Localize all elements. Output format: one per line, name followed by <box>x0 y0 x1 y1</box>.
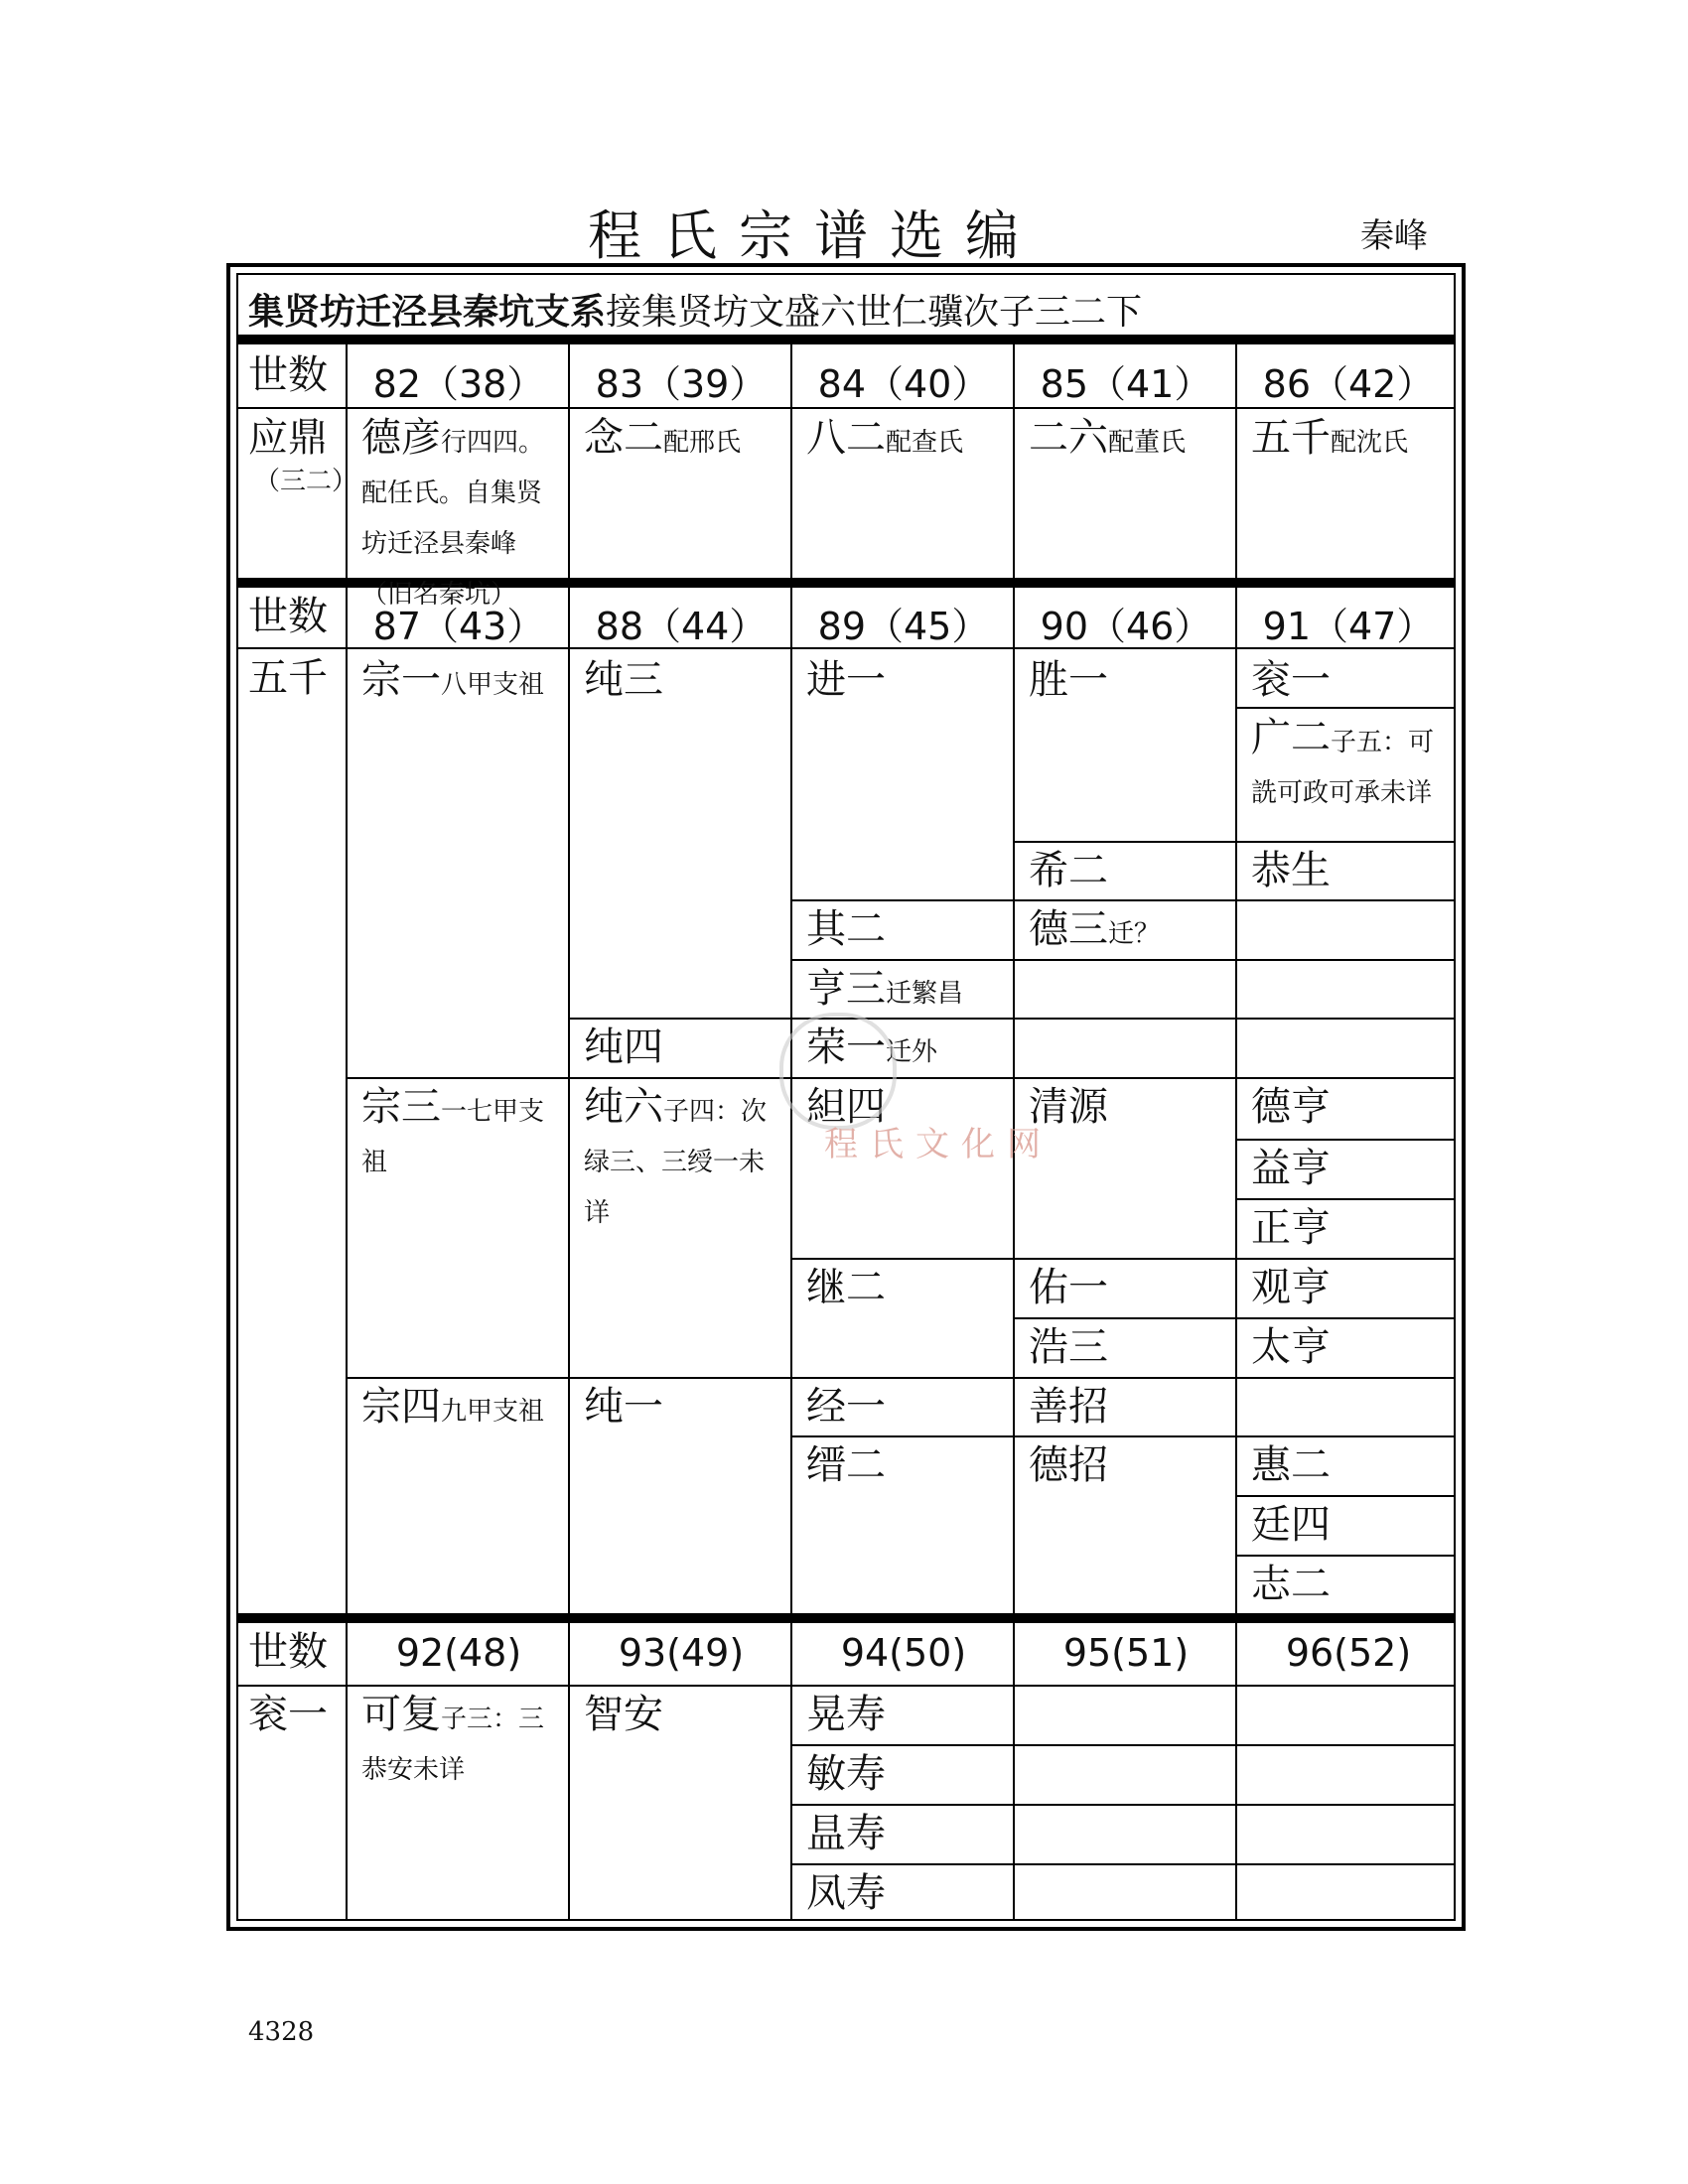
member-name: 䋎四 <box>806 1084 886 1130</box>
page-title: 程氏宗谱选编 <box>588 205 1041 267</box>
member-entry <box>1251 1502 1331 1548</box>
member-entry <box>1251 657 1331 703</box>
separator-band <box>238 1613 1454 1623</box>
gen-header: 96(52) <box>1285 1631 1412 1675</box>
member-entry <box>1029 1384 1108 1430</box>
ancestor-name: 衮一 <box>248 1692 328 1737</box>
member-entry <box>584 1084 782 1236</box>
ancestor-name: 五千 <box>248 655 328 701</box>
member-name: 继二 <box>806 1265 886 1310</box>
watermark-text: 程氏文化网 <box>824 1125 1053 1164</box>
gen-header: 89（45） <box>817 605 990 648</box>
gen-header: 88（44） <box>595 605 768 648</box>
member-entry <box>584 415 741 466</box>
member-note: 配查氏 <box>886 428 964 458</box>
member-name: 五千 <box>1251 415 1331 461</box>
member-name: 晃寿 <box>806 1692 886 1737</box>
member-entry <box>1029 1442 1108 1488</box>
member-name: 德三 <box>1029 906 1108 952</box>
member-name: 凤寿 <box>806 1870 886 1916</box>
member-name: 宗四 <box>361 1384 441 1430</box>
gen-header: 84（40） <box>817 362 990 406</box>
member-entry <box>806 966 963 1017</box>
generation-label: 世数 <box>248 1629 328 1675</box>
member-entry <box>1029 906 1160 957</box>
watermark-seal <box>779 1013 897 1130</box>
member-name: 八二 <box>806 415 886 461</box>
member-name: 德彦 <box>361 415 441 461</box>
gen-header: 94(50) <box>840 1631 967 1675</box>
member-entry <box>584 1024 663 1070</box>
member-entry <box>1029 1324 1108 1370</box>
member-entry <box>361 415 560 617</box>
member-entry <box>584 1384 663 1430</box>
member-entry <box>806 657 886 703</box>
member-entry <box>1251 715 1446 816</box>
generation-label: 世数 <box>248 594 328 639</box>
member-name: 纯四 <box>584 1024 663 1070</box>
gen-header: 83（39） <box>595 362 768 406</box>
page-number: 4328 <box>248 2017 315 2047</box>
member-name: 纯六 <box>584 1084 663 1130</box>
member-entry <box>584 657 663 703</box>
branch-title: 集贤坊迁泾县秦坑支系 <box>248 291 607 333</box>
member-name: 敏寿 <box>806 1751 886 1797</box>
member-name: 德招 <box>1029 1442 1108 1488</box>
member-name: 宗三 <box>361 1084 441 1130</box>
member-name: 善招 <box>1029 1384 1108 1430</box>
member-name: 浩三 <box>1029 1324 1108 1370</box>
member-entry <box>1251 1265 1331 1310</box>
member-name: 昷寿 <box>806 1811 886 1856</box>
gen-header: 92(48) <box>395 1631 522 1675</box>
member-entry <box>806 906 886 952</box>
member-note: 配邢氏 <box>663 428 742 458</box>
member-entry <box>1251 1324 1331 1370</box>
gen-header: 85（41） <box>1040 362 1212 406</box>
member-entry <box>361 1384 560 1434</box>
member-entry <box>806 1265 886 1310</box>
member-name: 宗一 <box>361 657 441 703</box>
member-entry <box>1029 415 1186 466</box>
member-entry <box>1251 848 1331 893</box>
member-name: 进一 <box>806 657 886 703</box>
member-name: 希二 <box>1029 848 1108 893</box>
member-entry <box>1251 1146 1331 1191</box>
member-note: 一七甲支祖 <box>361 1097 545 1177</box>
member-entry <box>1251 415 1408 466</box>
member-entry <box>1251 1562 1331 1607</box>
member-name: 观亨 <box>1251 1265 1331 1310</box>
member-name: 纯三 <box>584 657 663 703</box>
member-name: 德亨 <box>1251 1084 1331 1130</box>
member-note: 子五：可詵可政可承未详 <box>1251 728 1435 808</box>
member-entry <box>361 1084 560 1185</box>
member-entry <box>1029 848 1108 893</box>
gen-header: 82（38） <box>372 362 545 406</box>
member-entry <box>1029 1265 1108 1310</box>
member-entry <box>1029 657 1108 703</box>
member-entry <box>584 1692 663 1737</box>
member-name: 佑一 <box>1029 1265 1108 1310</box>
member-name: 志二 <box>1251 1562 1331 1607</box>
branch-note: 接集贤坊文盛六世仁骥次子三二下 <box>606 292 1143 333</box>
gen-header: 86（42） <box>1262 362 1435 406</box>
member-name: 智安 <box>584 1692 663 1737</box>
member-name: 其二 <box>806 906 886 952</box>
member-name: 廷四 <box>1251 1502 1331 1548</box>
member-entry <box>806 1442 886 1488</box>
member-note: 九甲支祖 <box>441 1397 545 1427</box>
ancestor-name: 应鼎 <box>248 415 328 461</box>
member-name: 缙二 <box>806 1442 886 1488</box>
member-name: 清源 <box>1029 1084 1108 1130</box>
member-name: 亨三 <box>806 966 886 1012</box>
generation-label: 世数 <box>248 352 328 398</box>
member-name: 恭生 <box>1251 848 1331 893</box>
member-entry <box>806 1384 886 1430</box>
member-entry <box>1251 1084 1331 1130</box>
member-note: 子四：次绿三、三绶一未详 <box>584 1097 768 1228</box>
gen-header: 93(49) <box>618 1631 745 1675</box>
gen-header: 95(51) <box>1062 1631 1190 1675</box>
member-name: 二六 <box>1029 415 1108 461</box>
ancestor-note: （三二） <box>254 467 358 496</box>
place-name: 秦峰 <box>1360 216 1428 256</box>
member-note: 行四四。配任氏。自集贤坊迁泾县秦峰（旧名秦坑） <box>361 428 545 610</box>
branch-banner <box>248 284 1440 335</box>
member-name: 经一 <box>806 1384 886 1430</box>
member-note: 配董氏 <box>1108 428 1187 458</box>
member-name: 念二 <box>584 415 663 461</box>
member-name: 益亨 <box>1251 1146 1331 1191</box>
member-entry <box>361 657 560 708</box>
gen-header: 91（47） <box>1262 605 1435 648</box>
member-name: 惠二 <box>1251 1442 1331 1488</box>
member-name: 纯一 <box>584 1384 663 1430</box>
member-name: 可复 <box>361 1692 441 1737</box>
member-entry <box>361 1692 560 1793</box>
member-name: 荣一 <box>806 1024 886 1070</box>
member-note: 迁？ <box>1108 919 1161 949</box>
member-name: 正亨 <box>1251 1205 1331 1251</box>
separator-band <box>238 335 1454 344</box>
member-note: 配沈氏 <box>1331 428 1409 458</box>
member-entry <box>1251 1442 1331 1488</box>
member-name: 衮一 <box>1251 657 1331 703</box>
member-note: 子三：三恭安未详 <box>361 1705 545 1785</box>
member-name: 胜一 <box>1029 657 1108 703</box>
member-name: 广二 <box>1251 715 1331 760</box>
gen-header: 90（46） <box>1040 605 1212 648</box>
member-note: 迁外 <box>886 1037 938 1067</box>
member-note: 八甲支祖 <box>441 670 545 700</box>
member-entry <box>1251 1205 1331 1251</box>
member-note: 迁繁昌 <box>886 979 964 1009</box>
gen-header: 87（43） <box>372 605 545 648</box>
member-entry <box>806 415 963 466</box>
member-name: 太亨 <box>1251 1324 1331 1370</box>
